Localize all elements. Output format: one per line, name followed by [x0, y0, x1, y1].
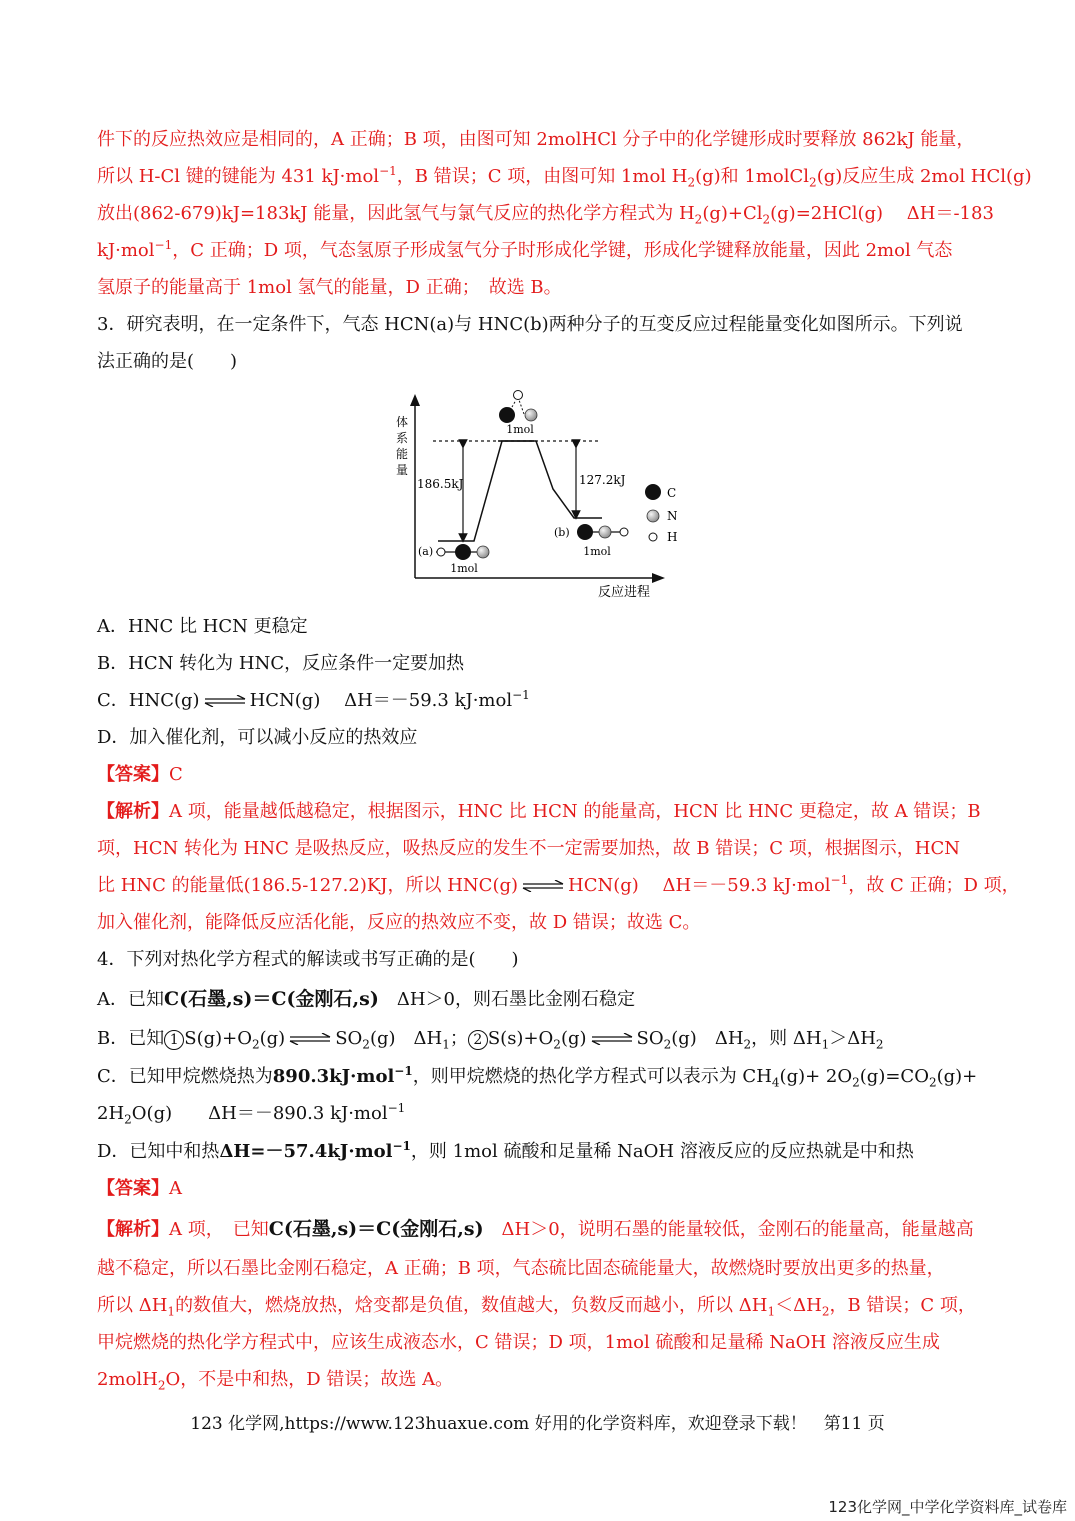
legend-n: N: [667, 509, 678, 523]
answer-line: 【答案】A: [97, 1178, 182, 1199]
molecule-hcn-a: [436, 544, 489, 560]
x-axis-label: 反应进程: [597, 585, 651, 600]
mol-label-a: 1mol: [450, 562, 478, 575]
y-axis-label-char: 体: [395, 415, 409, 429]
answer-line: 【答案】C: [97, 764, 183, 785]
equilibrium-arrow-icon: [203, 695, 247, 707]
y-axis-label-char: 系: [395, 431, 409, 445]
option-a: A．已知C(石墨,s)＝C(金刚石,s) ΔH＞0，则石墨比金刚石稳定: [97, 988, 635, 1010]
watermark: 123化学网_中学化学资料库_试卷库: [828, 1498, 1067, 1516]
legend-c: C: [667, 486, 677, 500]
explanation-line: 【解析】A 项， 已知C(石墨,s)＝C(金刚石,s) ΔH＞0，说明石墨的能量较低，金刚石的能量高，能量越高: [97, 1218, 974, 1240]
explanation-line: 【解析】A 项，能量越低越稳定，根据图示，HNC 比 HCN 的能量高，HCN 比 HNC 更稳定，故 A 错误；B: [97, 801, 981, 822]
option-c: C．HNC(g) HCN(g) ΔH＝－59.3 kJ·mol$^{-1}$: [97, 688, 530, 711]
mol-label-ts: 1mol: [506, 423, 534, 436]
explanation-line: 所以 $\Delta H_1$的数值大，燃烧放热，焓变都是负值，数值越大，负数反而越小，所以 $\Delta H_1<\Delta H_2$，B 错误；C 项，: [97, 1295, 976, 1319]
energy-diagram: [386, 386, 686, 608]
molecule-transition-state: [499, 391, 537, 424]
explanation-line: 项，HCN 转化为 HNC 是吸热反应，吸热反应的发生不一定需要加热，故 B 错误；C 项，根据图示，HCN: [97, 838, 960, 859]
equilibrium-arrow-icon: [521, 880, 565, 892]
explanation-line: 所以 H-Cl 键的键能为 431 kJ·mol$^{-1}$，B 错误；C 项，由图可知 1mol $H_2(g)$和 1molCl$_2$(g)反应生成 2mol HCl(g): [97, 164, 1032, 190]
explanation-line: 放出(862-679)kJ=183kJ 能量，因此氢气与氯气反应的热化学方程式为 $H_2(g)+Cl_2(g)=2HCl(g)$ ΔH＝-183: [97, 203, 994, 227]
explanation-line: 2molH$_2$O，不是中和热，D 错误；故选 A。: [97, 1369, 454, 1393]
left-gap-label: 186.5kJ: [417, 477, 464, 491]
mol-label-b: 1mol: [583, 545, 611, 558]
question-stem: 3．研究表明，在一定条件下，气态 HCN(a)与 HNC(b)两种分子的互变反应过程能量变化如图所示。下列说: [97, 314, 963, 335]
legend-h: H: [667, 530, 678, 544]
equilibrium-arrow-icon: [590, 1033, 634, 1045]
circled-number-icon: 2: [468, 1030, 488, 1050]
option-c-continued: $2H_2O(g)$ ΔH＝－890.3 kJ·mol$^{-1}$: [97, 1101, 406, 1127]
option-d: D．加入催化剂，可以减小反应的热效应: [97, 727, 418, 748]
option-b: B．已知 1 $S(g)+O_2(g)$ $SO_2(g)$ $\Delta H_1$； 2 $S(s)+O_2(g)$ $SO_2(g)$ $\Delta H_2$，则 $\Delta H_1>\Delta H_2$: [97, 1028, 884, 1052]
option-c: C．已知甲烷燃烧热为890.3kJ·mol$^{-1}$，则甲烷燃烧的热化学方程式可以表示为 $CH_4(g)+ 2O_2(g)=CO_2(g)+$: [97, 1064, 978, 1090]
question-stem: 法正确的是( ): [97, 351, 238, 372]
equation-graphite-diamond: C(石墨,s)＝C(金刚石,s): [164, 988, 379, 1010]
molecule-hnc-b: [577, 524, 628, 540]
explanation-line: kJ·mol$^{-1}$，C 正确；D 项，气态氢原子形成氢气分子时形成化学键，形成化学键释放能量，因此 2mol 气态: [97, 238, 953, 261]
legend: [645, 484, 678, 544]
equilibrium-arrow-icon: [288, 1033, 332, 1045]
right-gap-label: 127.2kJ: [579, 473, 626, 487]
option-b: B．HCN 转化为 HNC，反应条件一定要加热: [97, 653, 465, 674]
explanation-line: 比 HNC 的能量低(186.5-127.2)KJ，所以 HNC(g) HCN(g) ΔH＝－59.3 kJ·mol$^{-1}$，故 C 正确；D 项，: [97, 873, 1020, 896]
y-axis-label-char: 能: [395, 447, 409, 461]
option-a: A．HNC 比 HCN 更稳定: [97, 616, 308, 637]
explanation-line: 件下的反应热效应是相同的，A 正确；B 项，由图可知 2molHCl 分子中的化学键形成时要释放 862kJ 能量，: [97, 129, 975, 150]
explanation-line: 越不稳定，所以石墨比金刚石稳定，A 正确；B 项，气态硫比固态硫能量大，故燃烧时要放出更多的热量，: [97, 1258, 945, 1279]
explanation-line: 加入催化剂，能降低反应活化能，反应的热效应不变，故 D 错误；故选 C。: [97, 912, 701, 933]
page-footer: 123 化学网,https://www.123huaxue.com 好用的化学资料库，欢迎登录下载！ 第11 页: [190, 1414, 885, 1434]
question-stem: 4．下列对热化学方程式的解读或书写正确的是( ): [97, 949, 519, 970]
explanation-line: 氢原子的能量高于 1mol 氢气的能量，D 正确； 故选 B。: [97, 277, 562, 298]
label-b: (b): [554, 526, 570, 539]
equation-graphite-diamond: C(石墨,s)＝C(金刚石,s): [268, 1218, 484, 1240]
option-d: D．已知中和热ΔH=－57.4kJ·mol$^{-1}$，则 1mol 硫酸和足量稀 NaOH 溶液反应的反应热就是中和热: [97, 1139, 914, 1162]
circled-number-icon: 1: [164, 1030, 184, 1050]
explanation-line: 甲烷燃烧的热化学方程式中，应该生成液态水，C 错误；D 项，1mol 硫酸和足量稀 NaOH 溶液反应生成: [97, 1332, 940, 1353]
y-axis-label-char: 量: [395, 463, 409, 477]
label-a: (a): [418, 545, 434, 558]
